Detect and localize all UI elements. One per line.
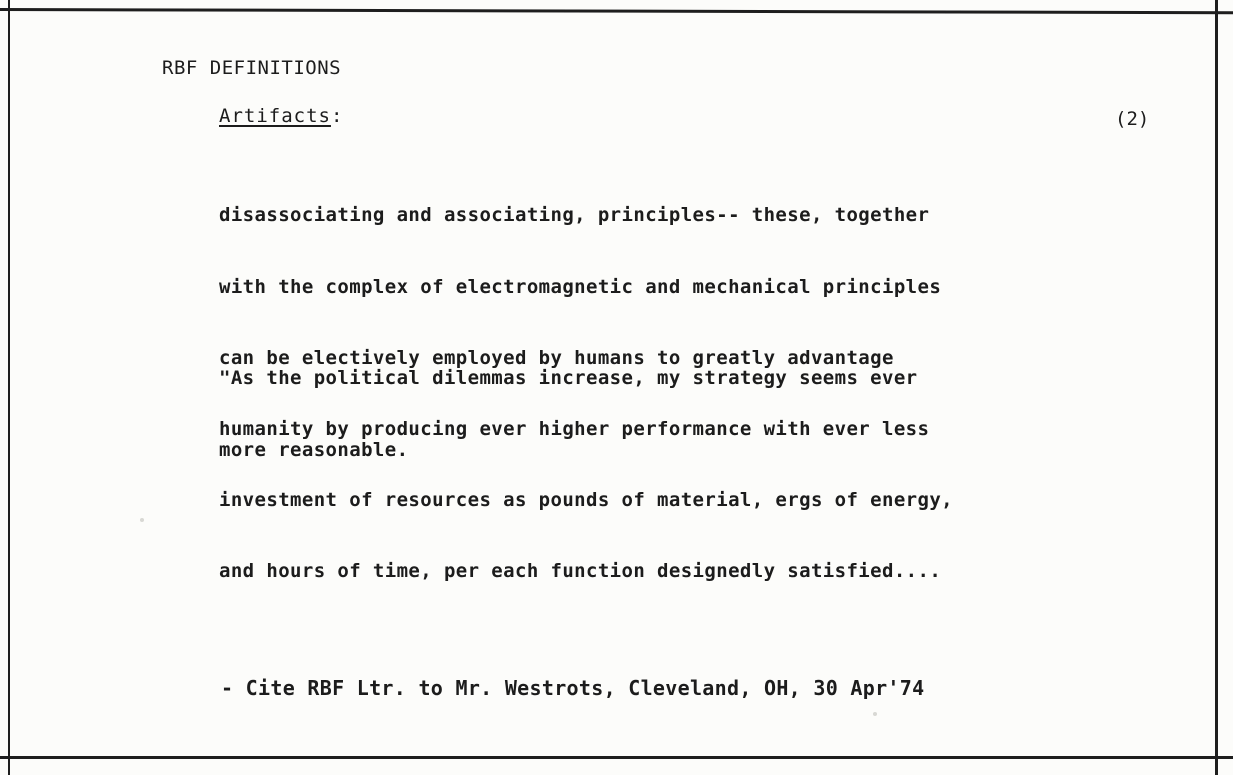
left-border-line [8, 0, 10, 775]
page-number: (2) [1115, 108, 1150, 130]
quote-line: "As the political dilemmas increase, my strategy seems ever [219, 367, 918, 390]
section-title: Artifacts [219, 105, 331, 127]
paragraph-line: disassociating and associating, principles-- these, together [219, 204, 930, 227]
section-colon: : [330, 105, 344, 127]
right-border-line [1215, 0, 1218, 775]
paragraph-line: with the complex of electromagnetic and mechanical principles [219, 275, 942, 298]
paper-speck [873, 712, 877, 716]
citation-line: - Cite RBF Ltr. to Mr. Westrots, Cleveland, OH, 30 Apr'74 [221, 676, 925, 700]
top-border-line [0, 8, 1233, 14]
quote-line: more reasonable. [219, 438, 409, 461]
document-header: RBF DEFINITIONS [162, 57, 342, 79]
paper-speck [140, 518, 144, 522]
quote-paragraph [219, 320, 1119, 486]
section-heading [219, 105, 343, 127]
bottom-border-line [0, 756, 1233, 759]
paragraph-line: humanity by producing ever higher performance with ever less [219, 417, 930, 440]
paragraph-line: can be electively employed by humans to greatly advantage [219, 346, 894, 369]
paragraph-line: and hours of time, per each function designedly satisfied.... [219, 559, 942, 582]
paragraph-line: investment of resources as pounds of material, ergs of energy, [219, 488, 954, 511]
